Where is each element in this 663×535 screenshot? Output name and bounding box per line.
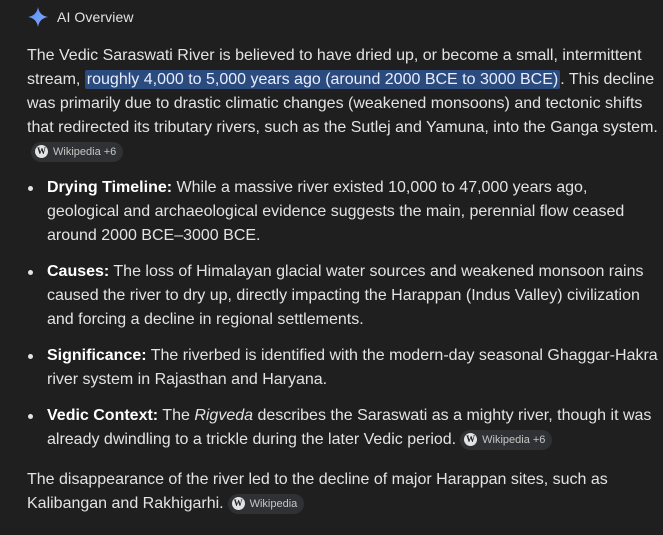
- intro-paragraph: [27, 44, 661, 164]
- bullet-text: The loss of Himalayan glacial water sources and weakened monsoon rains caused the river to dry up, directly impacting the Harappan (Indus Valley) civilization and forcing a decline in regional settlements.: [47, 263, 644, 328]
- bullet-text-continued: describes the Saraswati as a mighty river, though it was already dwindling to a trickle during the later Vedic period.: [47, 407, 652, 448]
- source-chip-count: +6: [532, 433, 546, 446]
- wikipedia-icon: W: [233, 498, 243, 508]
- ai-overview-title: AI Overview: [57, 9, 134, 25]
- list-item: [27, 404, 661, 452]
- bullet-title: Causes:: [47, 263, 110, 280]
- intro-text: The Vedic Saraswati River is believed to have dried up, or become a small, intermittent stream,: [27, 47, 642, 88]
- source-chip-label: Wikipedia: [249, 497, 298, 510]
- bullet-title: Significance:: [47, 347, 147, 364]
- ai-overview-header: [27, 5, 134, 29]
- source-chip-wikipedia[interactable]: [460, 430, 552, 450]
- source-chip-wikipedia[interactable]: [31, 142, 123, 162]
- list-item: [27, 344, 661, 392]
- source-chip-label: Wikipedia: [482, 433, 530, 446]
- bullet-text: The riverbed is identified with the modern-day seasonal Ghaggar-Hakra river system in Rajasthan and Haryana.: [47, 347, 658, 388]
- bullet-text: The: [158, 407, 195, 424]
- source-chip-wikipedia[interactable]: [228, 494, 305, 514]
- gemini-sparkle-icon: [27, 6, 49, 28]
- wikipedia-icon: W: [466, 434, 476, 444]
- list-item: [27, 260, 661, 332]
- bullet-list: [27, 176, 661, 452]
- highlighted-answer: roughly 4,000 to 5,000 years ago (around 2000 BCE to 3000 BCE): [86, 71, 559, 88]
- overview-content: [27, 44, 661, 516]
- list-item: [27, 176, 661, 248]
- closing-paragraph: [27, 468, 661, 516]
- wikipedia-icon: W: [37, 146, 46, 156]
- source-chip-label: Wikipedia: [53, 145, 101, 158]
- bullet-title: Vedic Context:: [47, 407, 159, 424]
- source-chip-count: +6: [103, 145, 117, 158]
- bullet-text: While a massive river existed 10,000 to 47,000 years ago, geological and archaeological evidence suggests the main, perennial flow ceased around 2000 BCE–3000 BCE.: [47, 179, 625, 244]
- bullet-title: Drying Timeline:: [47, 179, 173, 196]
- intro-text-continued: . This decline was primarily due to drastic climatic changes (weakened monsoons) and tectonic shifts that redirected its tributary rivers, such as the Sutlej and Yamuna, into the Ganga system.: [27, 71, 658, 136]
- rigveda-italic: Rigveda: [194, 407, 254, 424]
- closing-text: The disappearance of the river led to the decline of major Harappan sites, such as Kalibangan and Rakhigarhi.: [27, 471, 608, 512]
